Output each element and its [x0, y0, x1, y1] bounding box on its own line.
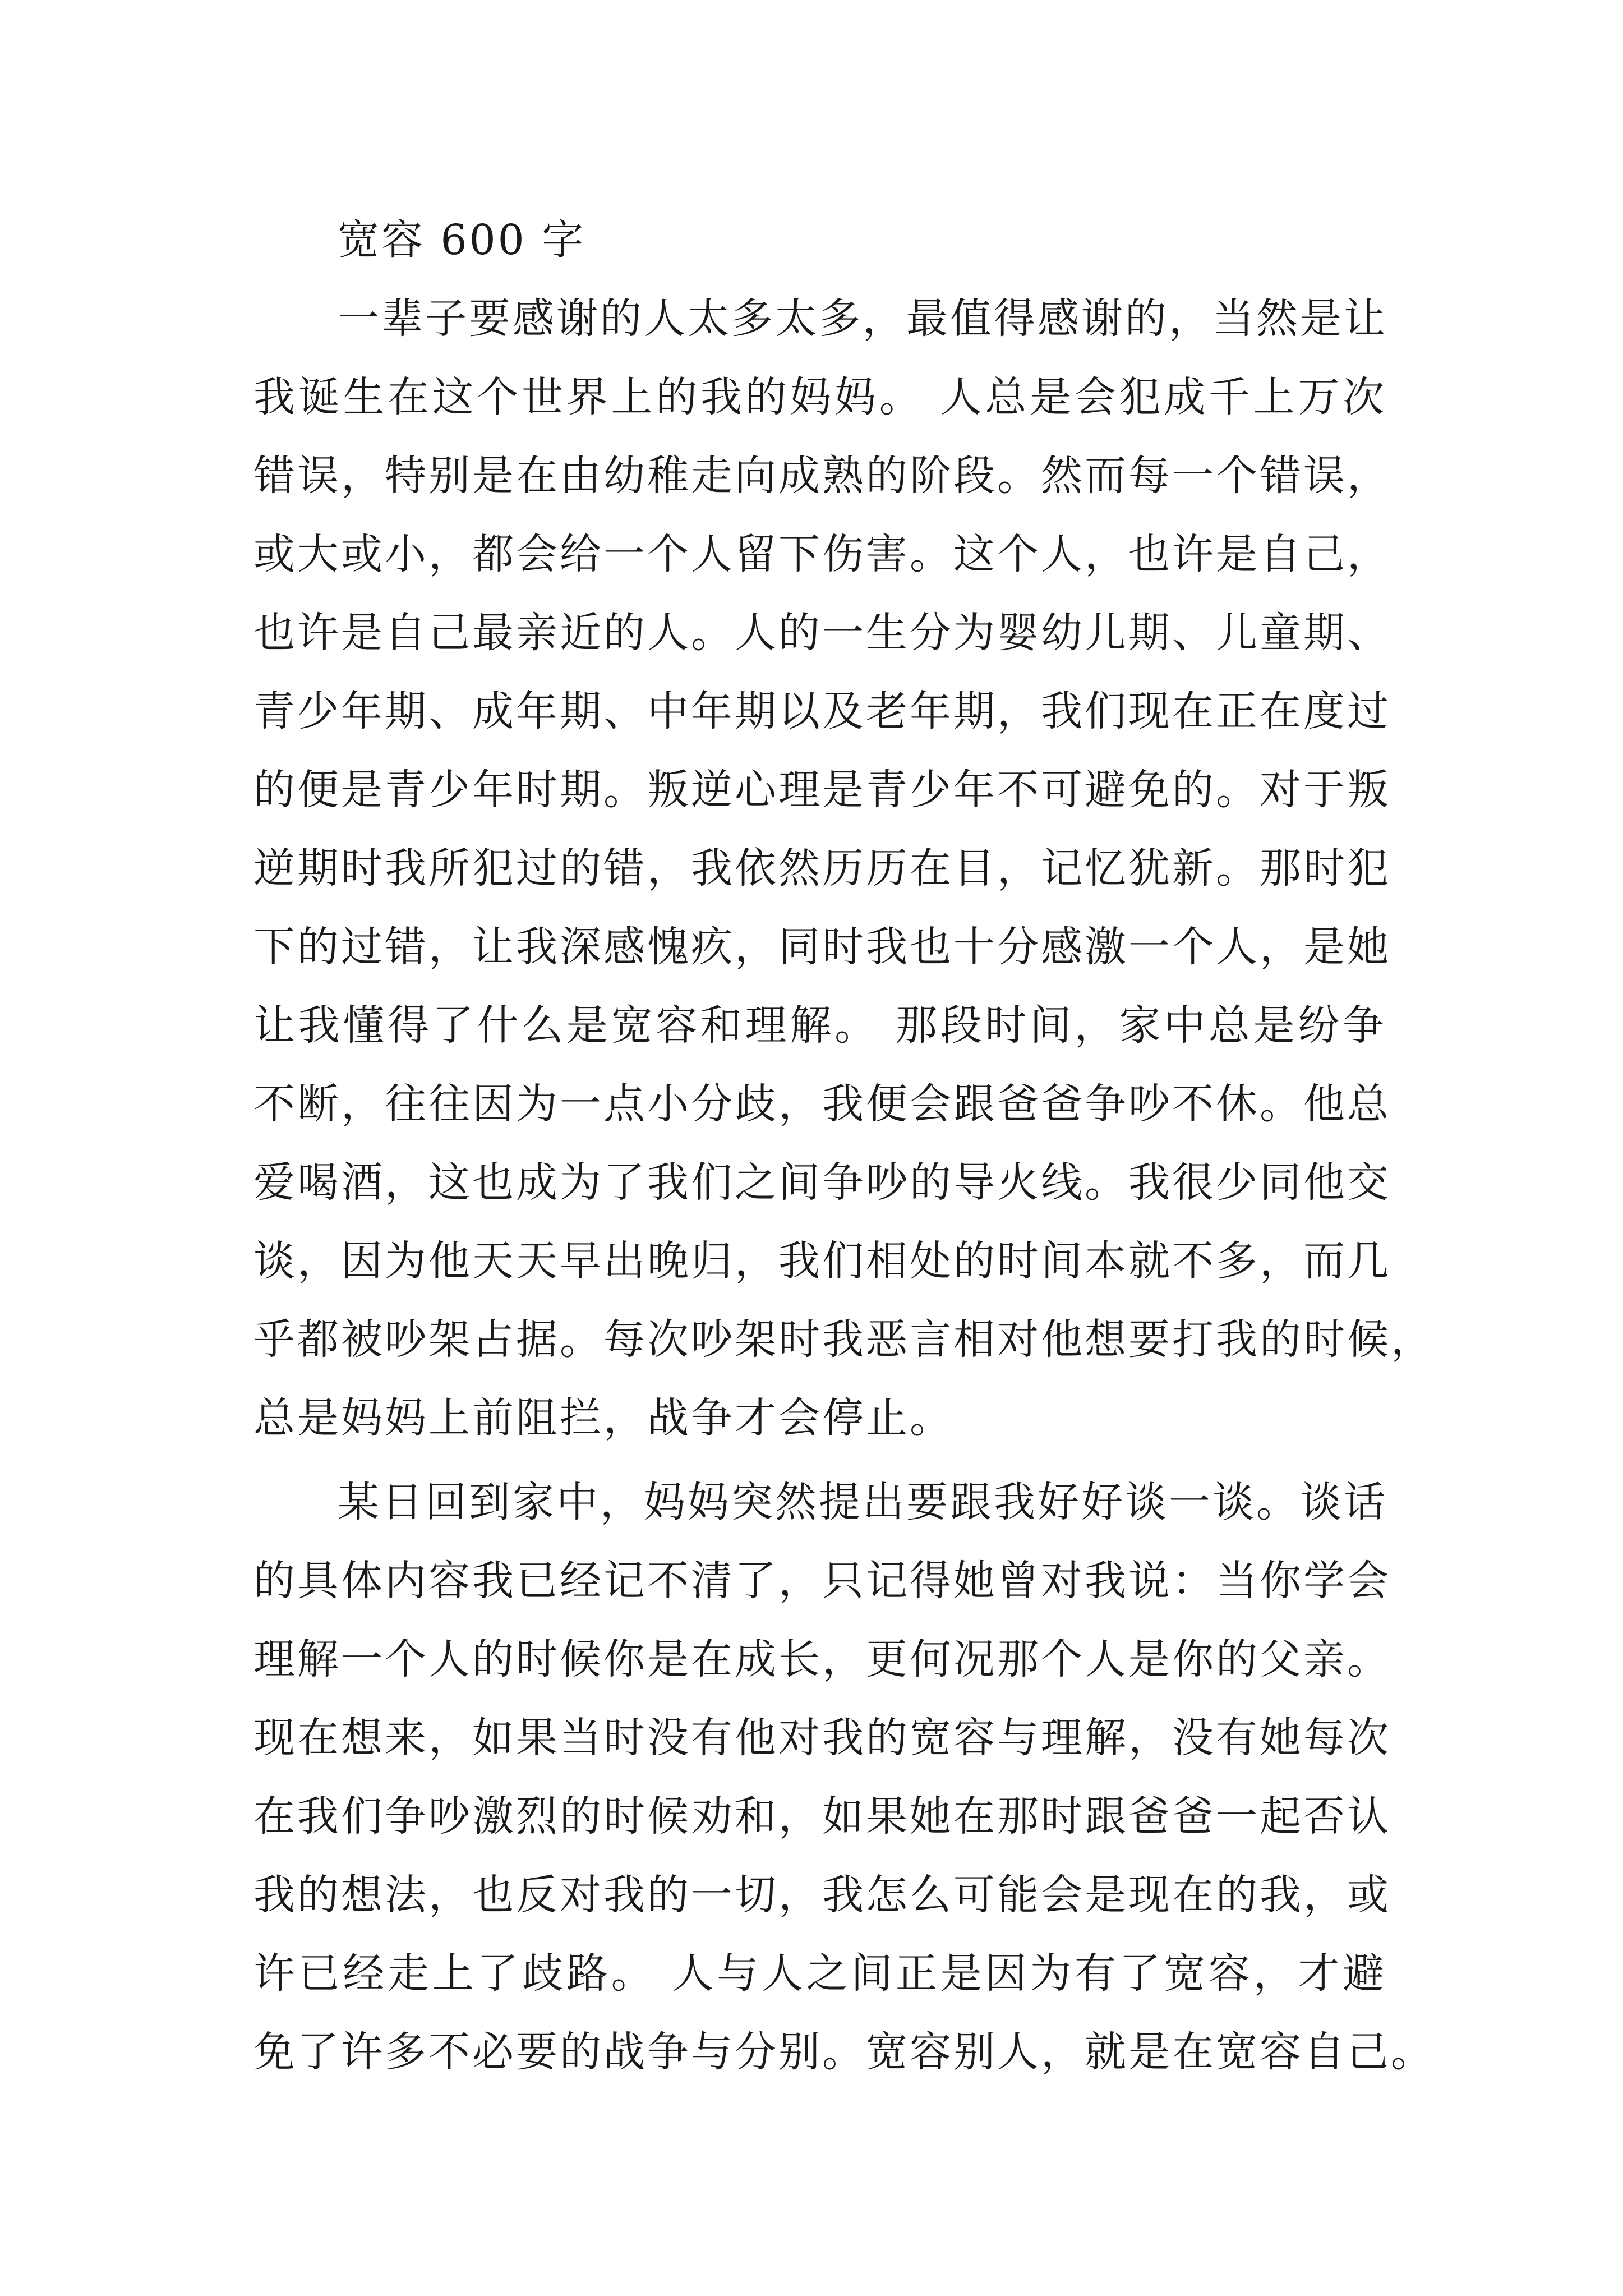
text-line: 理解一个人的时候你是在成长，更何况那个人是你的父亲。: [253, 1635, 1391, 1683]
text-line: 也许是自己最亲近的人。人的一生分为婴幼儿期、儿童期、: [253, 609, 1391, 657]
text-line: 某日回到家中，妈妈突然提出要跟我好好谈一谈。谈话: [338, 1478, 1387, 1526]
text-line: 下的过错，让我深感愧疚，同时我也十分感激一个人，是她: [253, 923, 1391, 971]
text-line: 不断，往往因为一点小分歧，我便会跟爸爸争吵不休。他总: [253, 1080, 1391, 1128]
text-line: 现在想来，如果当时没有他对我的宽容与理解，没有她每次: [253, 1714, 1391, 1762]
text-line: 总是妈妈上前阻拦，战争才会停止。: [253, 1394, 953, 1442]
text-line: 许已经走上了歧路。 人与人之间正是因为有了宽容，才避: [253, 1949, 1386, 1998]
text-line: 在我们争吵激烈的时候劝和，如果她在那时跟爸爸一起否认: [253, 1792, 1391, 1841]
text-line: 我诞生在这个世界上的我的妈妈。 人总是会犯成千上万次: [253, 373, 1386, 421]
text-line: 乎都被吵架占据。每次吵架时我恶言相对他想要打我的时候，: [253, 1315, 1435, 1364]
text-line: 错误，特别是在由幼稚走向成熟的阶段。然而每一个错误，: [253, 452, 1391, 500]
text-line: 逆期时我所犯过的错，我依然历历在目，记忆犹新。那时犯: [253, 844, 1391, 892]
text-line: 我的想法，也反对我的一切，我怎么可能会是现在的我，或: [253, 1871, 1391, 1919]
document-title: 宽容 600 字: [338, 216, 586, 264]
text-line: 免了许多不必要的战争与分别。宽容别人，就是在宽容自己。: [253, 2028, 1435, 2076]
text-line: 谈，因为他天天早出晚归，我们相处的时间本就不多，而几: [253, 1237, 1391, 1285]
text-line: 的便是青少年时期。叛逆心理是青少年不可避免的。对于叛: [253, 766, 1391, 814]
text-line: 一辈子要感谢的人太多太多，最值得感谢的，当然是让: [338, 295, 1387, 343]
text-line: 爱喝酒，这也成为了我们之间争吵的导火线。我很少同他交: [253, 1158, 1391, 1207]
text-line: 让我懂得了什么是宽容和理解。 那段时间，家中总是纷争: [253, 1001, 1386, 1050]
text-line: 的具体内容我已经记不清了，只记得她曾对我说：当你学会: [253, 1557, 1391, 1605]
text-line: 青少年期、成年期、中年期以及老年期，我们现在正在度过: [253, 687, 1391, 735]
text-line: 或大或小，都会给一个人留下伤害。这个人，也许是自己，: [253, 530, 1391, 578]
